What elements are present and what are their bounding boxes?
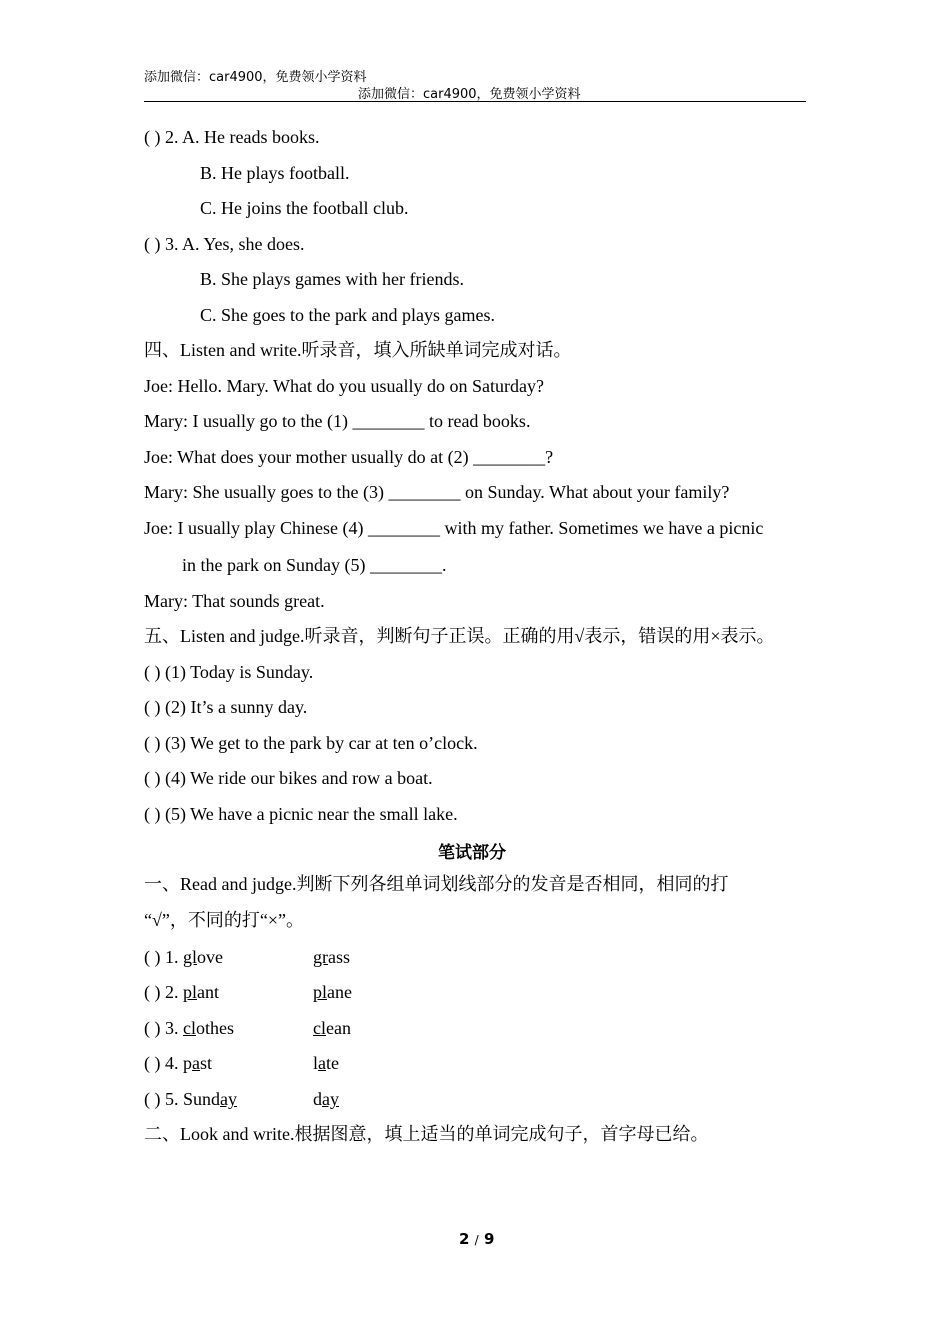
phonics-word-2: plane	[313, 982, 352, 1002]
underlined-letters: a	[318, 1053, 327, 1073]
dialog-line: Joe: Hello. Mary. What do you usually do on Saturday?	[144, 376, 544, 396]
section4-heading: 四、Listen and write.听录音，填入所缺单词完成对话。	[144, 340, 572, 360]
q3-option-c: C. She goes to the park and plays games.	[200, 305, 495, 325]
judge-item: ( ) (5) We have a picnic near the small lake.	[144, 804, 458, 824]
underlined-letters: gl	[183, 947, 198, 967]
phonics-item-5: ( ) 5. Sunday	[144, 1089, 238, 1109]
underlined-letters: cl	[313, 1018, 326, 1038]
header-watermark-1: 添加微信：car4900，免费领小学资料	[144, 70, 367, 85]
dialog-line: Mary: That sounds great.	[144, 591, 325, 611]
phonics-word-2: clean	[313, 1018, 351, 1038]
page-number	[459, 1230, 494, 1248]
written-part-title: 笔试部分	[438, 843, 506, 863]
part1-heading-line1: 一、Read and judge.判断下列各组单词划线部分的发音是否相同，相同的打	[144, 874, 729, 894]
phonics-prefix: ( ) 3.	[144, 1018, 183, 1038]
part2-heading: 二、Look and write.根据图意，填上适当的单词完成句子，首字母已给。	[144, 1124, 709, 1144]
phonics-prefix: ( ) 1.	[144, 947, 183, 967]
dialog-line: Joe: What does your mother usually do at (2) ________?	[144, 447, 554, 467]
underlined-letters: cl	[183, 1018, 196, 1038]
underlined-letters: pl	[313, 982, 328, 1002]
phonics-item-2: ( ) 2. plant	[144, 982, 220, 1002]
phonics-word-2: day	[313, 1089, 339, 1109]
q3-option-a: ( ) 3. A. Yes, she does.	[144, 234, 305, 254]
q3-option-b: B. She plays games with her friends.	[200, 269, 464, 289]
underlined-letters: gr	[313, 947, 328, 967]
part1-heading-line2: “√”，不同的打“×”。	[144, 910, 304, 930]
phonics-item-3: ( ) 3. clothes	[144, 1018, 234, 1038]
dialog-line: Mary: She usually goes to the (3) ________ on Sunday. What about your family?	[144, 482, 730, 502]
page-total: 9	[483, 1230, 495, 1248]
underlined-letters: ay	[322, 1089, 339, 1109]
phonics-prefix: ( ) 5.	[144, 1089, 183, 1109]
underlined-letters: a	[192, 1053, 200, 1073]
underlined-letters: ay	[220, 1089, 238, 1109]
phonics-item-4: ( ) 4. past	[144, 1053, 213, 1073]
q2-option-b: B. He plays football.	[200, 163, 350, 183]
phonics-word-2: late	[313, 1053, 340, 1073]
page-separator: /	[474, 1233, 479, 1247]
phonics-word-2: grass	[313, 947, 350, 967]
header-watermark-2: 添加微信：car4900，免费领小学资料	[358, 87, 581, 102]
section5-heading: 五、Listen and judge.听录音，判断句子正误。正确的用√表示，错误的用×表示。	[144, 626, 775, 646]
judge-item: ( ) (1) Today is Sunday.	[144, 662, 314, 682]
dialog-line-continued: in the park on Sunday (5) ________.	[182, 555, 447, 575]
phonics-item-1: ( ) 1. glove	[144, 947, 224, 967]
phonics-prefix: ( ) 2.	[144, 982, 183, 1002]
q2-option-c: C. He joins the football club.	[200, 198, 409, 218]
dialog-line: Joe: I usually play Chinese (4) ________ with my father. Sometimes we have a picnic	[144, 518, 764, 538]
dialog-line: Mary: I usually go to the (1) ________ to read books.	[144, 411, 531, 431]
judge-item: ( ) (4) We ride our bikes and row a boat.	[144, 768, 433, 788]
page-current: 2	[459, 1230, 470, 1248]
judge-item: ( ) (3) We get to the park by car at ten o’clock.	[144, 733, 478, 753]
header-rule	[144, 101, 806, 102]
underlined-letters: pl	[183, 982, 198, 1002]
phonics-prefix: ( ) 4.	[144, 1053, 183, 1073]
q2-option-a: ( ) 2. A. He reads books.	[144, 127, 320, 147]
judge-item: ( ) (2) It’s a sunny day.	[144, 697, 308, 717]
